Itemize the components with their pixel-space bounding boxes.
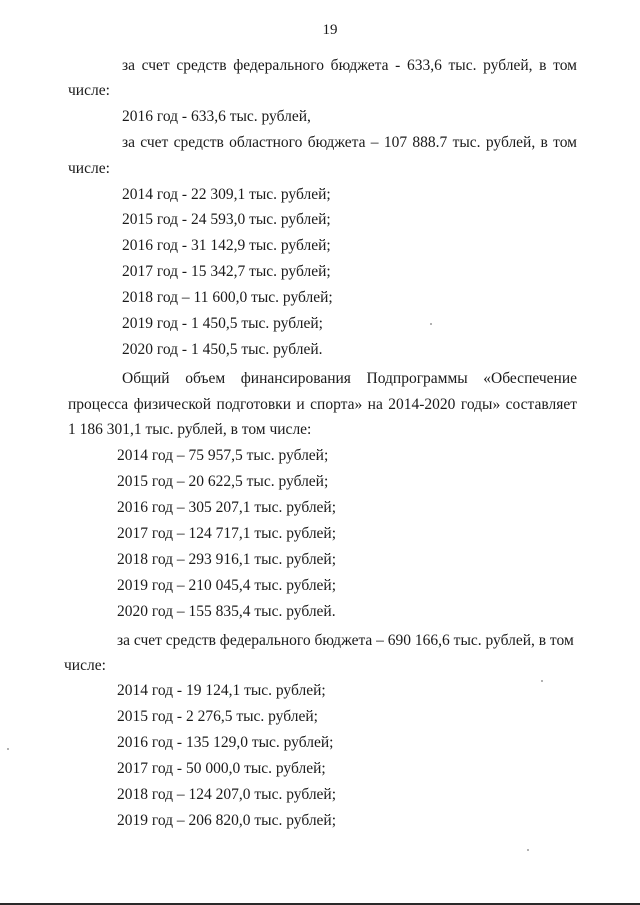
page-number: 19 [322, 22, 338, 38]
scan-speck [7, 748, 9, 750]
text-line: 2020 год – 155 835,4 тыс. рублей. [117, 603, 336, 620]
text-line: 2016 год - 633,6 тыс. рублей, [122, 108, 311, 125]
scan-speck [430, 323, 432, 325]
text-line: 2017 год - 15 342,7 тыс. рублей; [122, 263, 331, 280]
text-line: 2019 год – 206 820,0 тыс. рублей; [117, 812, 337, 829]
text-line: числе: [68, 160, 110, 177]
text-line: 2016 год – 305 207,1 тыс. рублей; [117, 499, 337, 516]
text-line: 1 186 301,1 тыс. рублей, в том числе: [68, 421, 312, 438]
text-line: 2020 год - 1 450,5 тыс. рублей. [122, 341, 323, 358]
text-line: 2018 год – 293 916,1 тыс. рублей; [117, 551, 337, 568]
text-line: 2019 год – 210 045,4 тыс. рублей; [117, 577, 337, 594]
text-line: 2015 год - 24 593,0 тыс. рублей; [122, 211, 331, 228]
text-line: за счет средств федерального бюджета – 690 166,6 тыс. рублей, в том [117, 632, 574, 649]
text-line: 2017 год – 124 717,1 тыс. рублей; [117, 525, 337, 542]
text-line: 2018 год – 124 207,0 тыс. рублей; [117, 786, 337, 803]
text-line: за счет средств областного бюджета – 107 888.7 тыс. рублей, в том [122, 134, 577, 151]
text-line: 2014 год – 75 957,5 тыс. рублей; [117, 447, 329, 464]
text-line: процесса физической подготовки и спорта» на 2014-2020 годы» составляет [68, 396, 577, 413]
text-line: 2015 год - 2 276,5 тыс. рублей; [117, 708, 318, 725]
text-line: 2017 год - 50 000,0 тыс. рублей; [117, 760, 326, 777]
text-line: числе: [64, 657, 106, 674]
text-line: 2016 год - 135 129,0 тыс. рублей; [117, 734, 334, 751]
text-line: 2016 год - 31 142,9 тыс. рублей; [122, 237, 331, 254]
text-line: за счет средств федерального бюджета - 633,6 тыс. рублей, в том [122, 57, 577, 74]
scan-speck [527, 849, 529, 851]
text-line: 2014 год - 19 124,1 тыс. рублей; [117, 682, 326, 699]
text-line: 2014 год - 22 309,1 тыс. рублей; [122, 186, 331, 203]
text-line: 2015 год – 20 622,5 тыс. рублей; [117, 473, 329, 490]
text-line: Общий объем финансирования Подпрограммы «Обеспечение [122, 370, 577, 387]
text-line: 2018 год – 11 600,0 тыс. рублей; [122, 289, 333, 306]
text-line: 2019 год - 1 450,5 тыс. рублей; [122, 315, 323, 332]
scan-speck [541, 680, 543, 682]
text-line: числе: [68, 82, 110, 99]
